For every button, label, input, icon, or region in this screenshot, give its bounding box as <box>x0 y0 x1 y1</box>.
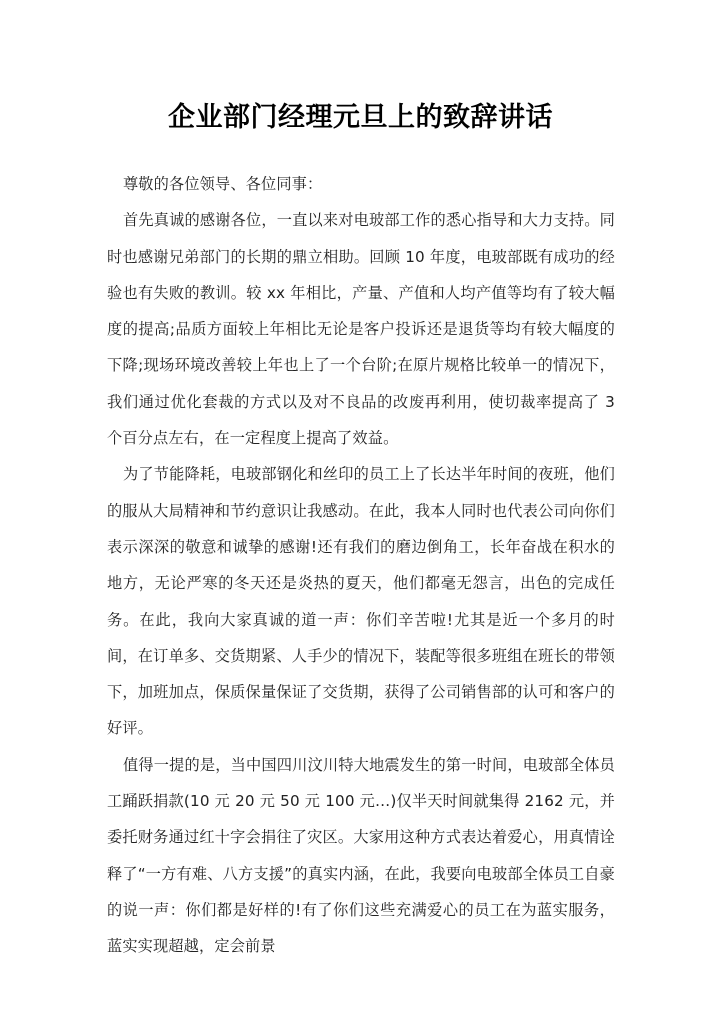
paragraph-thanks-review: 首先真诚的感谢各位，一直以来对电玻部工作的悉心指导和大力支持。同时也感谢兄弟部门的长期的鼎立相助。回顾 10 年度，电玻部既有成功的经验也有失败的教训。较 xx 年相比，产量、产值和人均产值等均有了较大幅度的提高;品质方面较上年相比无论是客户投诉还是退货等均有较大幅度的下降;现场环境改善较上年也上了一个台阶;在原片规格比较单一的情况下，我们通过优化套裁的方式以及对不良品的改废再利用，使切裁率提高了 3 个百分点左右，在一定程度上提高了效益。 <box>107 211 615 448</box>
paragraph-salutation: 尊敬的各位领导、各位同事： <box>122 175 323 193</box>
page-title: 企业部门经理元旦上的致辞讲话 <box>168 102 553 134</box>
paragraph-energy-saving: 为了节能降耗，电玻部钢化和丝印的员工上了长达半年时间的夜班，他们的服从大局精神和节约意识让我感动。在此，我本人同时也代表公司向你们表示深深的敬意和诚挚的感谢!还有我们的磨边倒角工，长年奋战在积水的地方，无论严寒的冬天还是炎热的夏天，他们都毫无怨言，出色的完成任务。在此，我向大家真诚的道一声：你们辛苦啦!尤其是近一个多月的时间，在订单多、交货期紧、人手少的情况下，装配等很多班组在班长的带领下，加班加点，保质保量保证了交货期，获得了公司销售部的认可和客户的好评。 <box>107 465 615 738</box>
document-body <box>107 166 615 965</box>
paragraph-donation: 值得一提的是，当中国四川汶川特大地震发生的第一时间，电玻部全体员工踊跃捐款(10 元 20 元 50 元 100 元…)仅半天时间就集得 2162 元，并委托财务通过红十字会捐往了灾区。大家用这种方式表达着爱心，用真情诠释了“一方有难、八方支援”的真实内涵，在此，我要向电玻部全体员工自豪的说一声：你们都是好样的!有了你们这些充满爱心的员工在为蓝实服务，蓝实实现超越，定会前景 <box>107 755 615 956</box>
